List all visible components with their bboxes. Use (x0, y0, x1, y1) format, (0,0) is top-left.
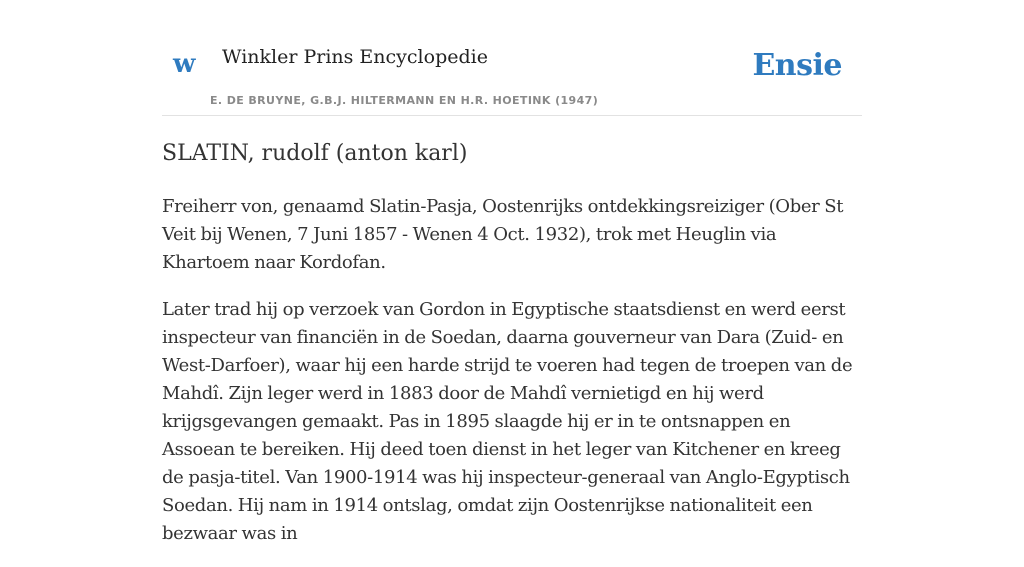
entry-title: SLATIN, rudolf (anton karl) (162, 141, 468, 166)
book-logo[interactable]: w (173, 49, 196, 79)
article-page (162, 0, 862, 544)
entry-paragraph: Freiherr von, genaamd Slatin-Pasja, Oostenrijks ontdekkingsreiziger (Ober St Veit bij Wenen, 7 Juni 1857 - Wenen 4 Oct. 1932), trok met Heuglin via Khartoem naar Kordofan. (162, 196, 844, 273)
book-title-link[interactable]: Winkler Prins Encyclopedie (222, 46, 488, 68)
header (162, 0, 862, 116)
entry-content (162, 193, 862, 567)
ensie-logo[interactable]: Ensie (752, 48, 842, 83)
entry-paragraph: Later trad hij op verzoek van Gordon in Egyptische staatsdienst en werd eerst inspecteur van financiën in de Soedan, daarna gouverneur van Dara (Zuid- en West-Darfoer), waar hij een harde strijd te voeren had tegen de troepen van de Mahdî. Zijn leger werd in 1883 door de Mahdî vernietigd en hij werd krijgsgevangen gemaakt. Pas in 1895 slaagde hij er in te ontsnappen en Assoean te bereiken. Hij deed toen dienst in het leger van Kitchener en kreeg de pasja-titel. Van 1900-1914 was hij inspecteur-generaal van Anglo-Egyptisch Soedan. Hij nam in 1914 ontslag, omdat zijn Oostenrijkse nationaliteit een bezwaar was in (162, 299, 853, 544)
book-authors: E. DE BRUYNE, G.B.J. HILTERMANN EN H.R. HOETINK (1947) (210, 94, 599, 107)
